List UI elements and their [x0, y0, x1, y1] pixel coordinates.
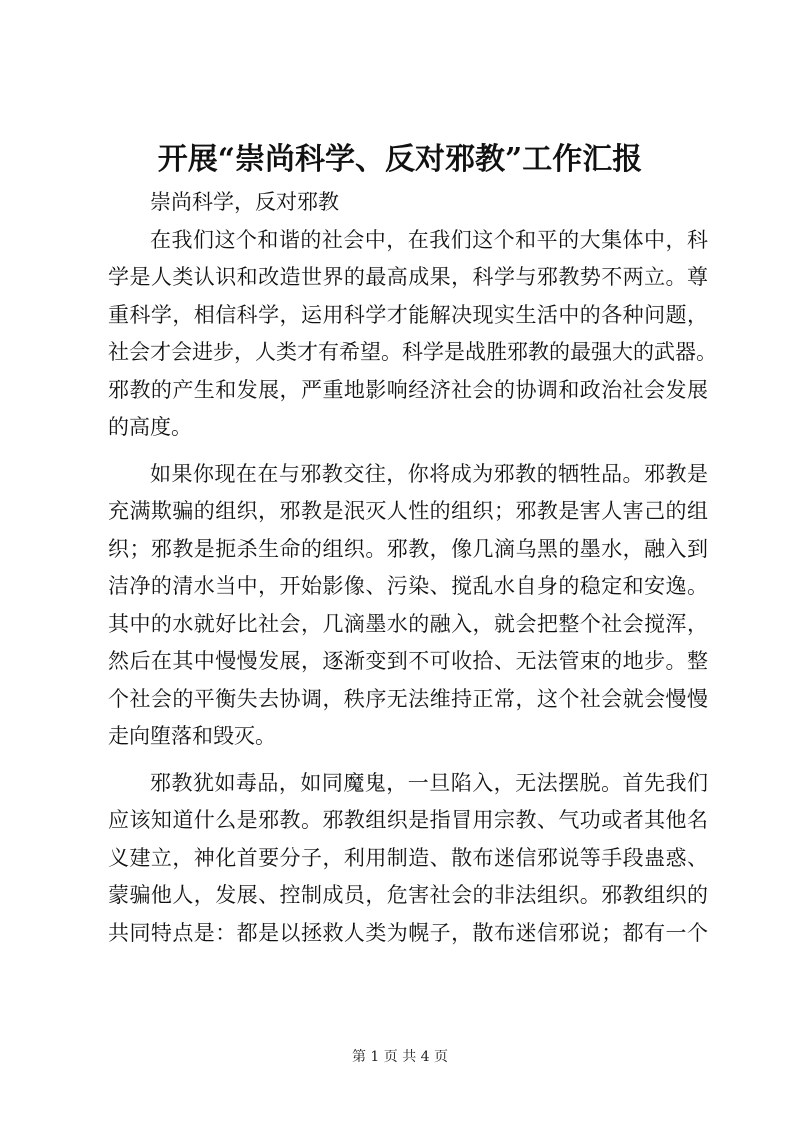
- paragraph-2: [108, 456, 708, 756]
- paragraph-line: 的高度。: [108, 415, 192, 439]
- paragraph-line: 然后在其中慢慢发展，逐渐变到不可收拾、无法管束的地步。整: [108, 649, 708, 673]
- paragraph-line: 重科学，相信科学，运用科学才能解决现实生活中的各种问题，: [108, 302, 708, 327]
- paragraph-line: 走向堕落和毁灭。: [108, 724, 276, 748]
- subtitle-line: 崇尚科学，反对邪教: [150, 190, 339, 214]
- paragraph-line: 洁净的清水当中，开始影像、污染、搅乱水自身的稳定和安逸。: [108, 574, 708, 598]
- paragraph-spacer: [108, 447, 708, 456]
- page-number-footer: 第 1 页 共 4 页: [351, 1049, 449, 1065]
- paragraph-line: 应该知道什么是邪教。邪教组织是指冒用宗教、气功或者其他名: [108, 808, 708, 832]
- document-body: [108, 184, 717, 952]
- paragraph-line: 在我们这个和谐的社会中，在我们这个和平的大集体中，科: [150, 227, 708, 252]
- paragraph-line: 其中的水就好比社会，几滴墨水的融入，就会把整个社会搅浑，: [108, 611, 708, 636]
- paragraph-line: 邪教的产生和发展，严重地影响经济社会的协调和政治社会发展: [108, 377, 708, 402]
- paragraph-line: 学是人类认识和改造世界的最高成果，科学与邪教势不两立。尊: [108, 265, 708, 289]
- document-title: 开展“崇尚科学、反对邪教”工作汇报: [157, 142, 643, 177]
- paragraph-3: [108, 765, 708, 953]
- paragraph-line: 社会才会进步，人类才有希望。科学是战胜邪教的最强大的武器。: [108, 340, 717, 364]
- paragraph-line: 邪教犹如毒品，如同魔鬼，一旦陷入，无法摆脱。首先我们: [150, 770, 708, 795]
- paragraph-1: [108, 222, 717, 447]
- paragraph-line: 共同特点是：都是以拯救人类为幌子，散布迷信邪说；都有一个: [108, 920, 708, 945]
- paragraph-line: 个社会的平衡失去协调，秩序无法维持正常，这个社会就会慢慢: [108, 686, 708, 711]
- paragraph-line: 义建立，神化首要分子，利用制造、散布迷信邪说等手段蛊惑、: [108, 845, 708, 870]
- paragraph-line: 织；邪教是扼杀生命的组织。邪教，像几滴乌黑的墨水，融入到: [108, 536, 708, 561]
- paragraph-line: 如果你现在在与邪教交往，你将成为邪教的牺牲品。邪教是: [150, 461, 708, 486]
- paragraph-line: 充满欺骗的组织，邪教是泯灭人性的组织；邪教是害人害己的组: [108, 499, 708, 523]
- paragraph-line: 蒙骗他人，发展、控制成员，危害社会的非法组织。邪教组织的: [108, 883, 708, 907]
- paragraph-spacer: [108, 756, 708, 765]
